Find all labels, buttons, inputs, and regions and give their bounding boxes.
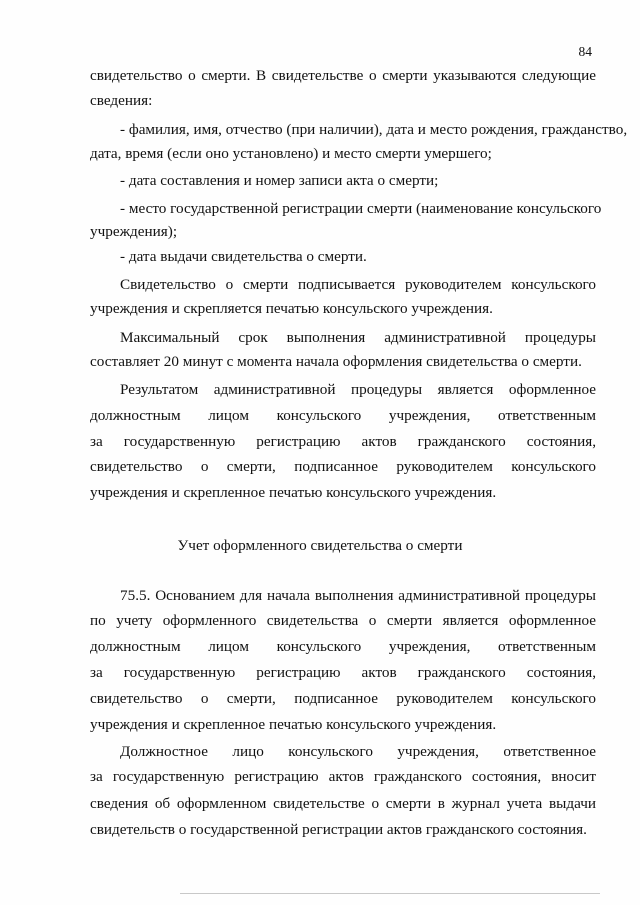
text-line: должностным лицом консульского учреждения, ответственным bbox=[90, 638, 596, 655]
list-item-line: дата, время (если оно установлено) и место смерти умершего; bbox=[90, 145, 492, 162]
list-item-line: - дата выдачи свидетельства о смерти. bbox=[120, 248, 367, 265]
text-line: за государственную регистрацию актов гражданского состояния, bbox=[90, 664, 596, 681]
text-line: составляет 20 минут с момента начала оформления свидетельства о смерти. bbox=[90, 353, 582, 370]
text-line: сведения: bbox=[90, 92, 153, 109]
text-line: Должностное лицо консульского учреждения, ответственное bbox=[120, 743, 596, 760]
text-line: учреждения и скрепленное печатью консульского учреждения. bbox=[90, 484, 497, 501]
text-line: учреждения и скрепляется печатью консульского учреждения. bbox=[90, 300, 493, 317]
text-line: Свидетельство о смерти подписывается руководителем консульского bbox=[120, 276, 596, 293]
list-item-line: - фамилия, имя, отчество (при наличии), дата и место рождения, гражданство, bbox=[120, 121, 628, 138]
list-item-line: - дата составления и номер записи акта о смерти; bbox=[120, 172, 439, 189]
text-line: 75.5. Основанием для начала выполнения административной процедуры bbox=[120, 587, 596, 604]
text-line: свидетельств о государственной регистрации актов гражданского состояния. bbox=[90, 821, 587, 838]
list-item-line: - место государственной регистрации смерти (наименование консульского bbox=[120, 200, 602, 217]
text-line: по учету оформленного свидетельства о смерти является оформленное bbox=[90, 612, 596, 629]
text-line: должностным лицом консульского учреждения, ответственным bbox=[90, 407, 596, 424]
scan-edge-line bbox=[180, 893, 600, 894]
text-line: за государственную регистрацию актов гражданского состояния, bbox=[90, 433, 596, 450]
text-line: сведения об оформленном свидетельстве о смерти в журнал учета выдачи bbox=[90, 795, 596, 812]
text-line: учреждения и скрепленное печатью консульского учреждения. bbox=[90, 716, 497, 733]
text-line: за государственную регистрацию актов гражданского состояния, вносит bbox=[90, 768, 596, 785]
page-number: 84 bbox=[578, 44, 592, 59]
text-line: Максимальный срок выполнения административной процедуры bbox=[120, 329, 596, 346]
text-line: свидетельство о смерти, подписанное руководителем консульского bbox=[90, 690, 596, 707]
text-line: Результатом административной процедуры является оформленное bbox=[120, 381, 596, 398]
text-line: свидетельство о смерти, подписанное руководителем консульского bbox=[90, 458, 596, 475]
text-line: свидетельство о смерти. В свидетельстве о смерти указываются следующие bbox=[90, 67, 596, 84]
list-item-line: учреждения); bbox=[90, 223, 178, 240]
section-heading: Учет оформленного свидетельства о смерти bbox=[177, 537, 463, 554]
